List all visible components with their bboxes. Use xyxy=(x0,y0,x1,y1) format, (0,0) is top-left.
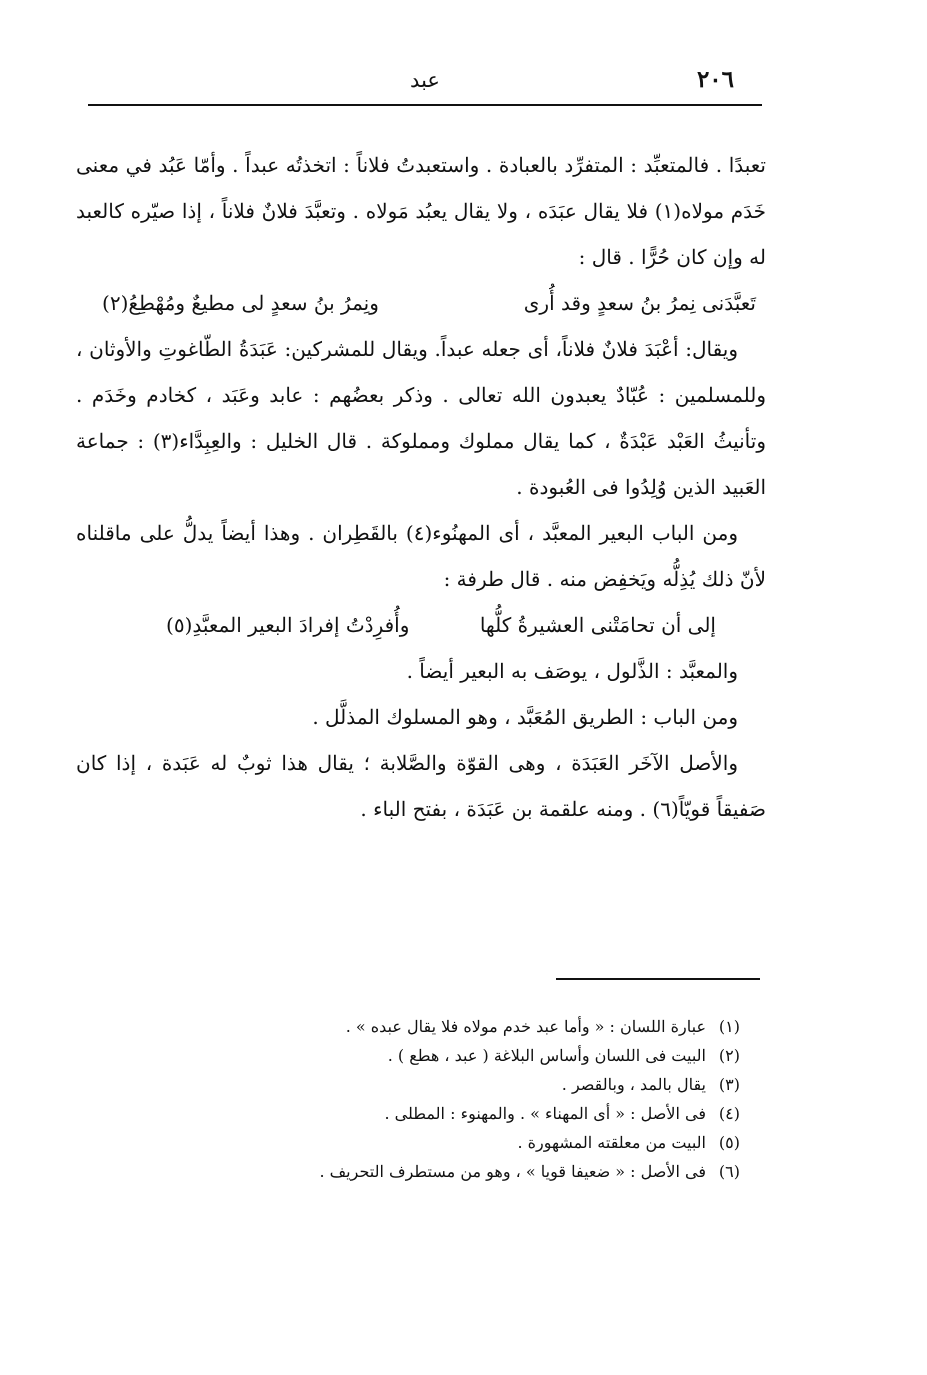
verse-2-second-hemistich: وأُفرِدْتُ إفرادَ البعير المعبَّدِ(٥) xyxy=(166,613,410,637)
footnote xyxy=(180,1157,740,1186)
footnote-text: البيت من معلقته المشهورة . xyxy=(517,1133,706,1152)
footnote-text: فى الأصل : « ضعيفا قويا » ، وهو من مستطرف التحريف . xyxy=(319,1162,706,1181)
footnote-text: البيت فى اللسان وأساس البلاغة ( عبد ، هطع ) . xyxy=(387,1046,706,1065)
footnote xyxy=(180,1099,740,1128)
footnote xyxy=(180,1070,740,1099)
footnote-number: (٢) xyxy=(718,1046,740,1065)
verse-1 xyxy=(76,280,766,326)
paragraph-4: والمعبَّد : الذَّلول ، يوصَف به البعير أيضاً . xyxy=(406,659,738,683)
paragraph-3: ومن الباب البعير المعبَّد ، أى المهنُوء(٤) بالقَطِران . وهذا أيضاً يدلُّ على ماقلناه لأنّ ذلك يُذِلُّه ويَخفِض منه . قال طرفة : xyxy=(76,521,766,591)
footnote xyxy=(180,1128,740,1157)
footnote-number: (٣) xyxy=(718,1075,740,1094)
footnote-number: (١) xyxy=(718,1017,740,1036)
footnote xyxy=(180,1012,740,1041)
footnote-number: (٦) xyxy=(718,1162,740,1181)
paragraph-1: تعبدًا . فالمتعبِّد : المتفرِّد بالعبادة . واستعبدتُ فلاناً : اتخذتُه عبداً . وأمّا عَبُد في معنى خَدَم مولاه(١) فلا يقال عبَدَه ، ولا يقال يعبُد مَولاه . وتعبَّدَ فلانٌ فلاناً ، إذا صيّره كالعبد له وإن كان حُرًّا . قال : xyxy=(76,153,766,269)
footnote-number: (٤) xyxy=(718,1104,740,1123)
page-number: ٢٠٦ xyxy=(696,66,734,93)
main-text xyxy=(76,142,766,832)
running-head: عبد xyxy=(410,68,440,92)
footnote-text: فى الأصل : « أى المهناء » . والمهنوء : المطلى . xyxy=(384,1104,706,1123)
footnote-text: يقال بالمد ، وبالقصر . xyxy=(561,1075,706,1094)
footnote-rule xyxy=(556,978,760,980)
footnote xyxy=(180,1041,740,1070)
footnote-text: عبارة اللسان : « وأما عبد خدم مولاه فلا يقال عبده » . xyxy=(345,1017,706,1036)
paragraph-2: ويقال: أعْبَدَ فلانٌ فلاناً، أى جعله عبداً. ويقال للمشركين: عَبَدَةُ الطّاغوتِ والأوثان ، وللمسلمين : عُبّادٌ يعبدون الله تعالى . وذكر بعضُهم : عابد وعَبَد ، كخادم وخَدَم . وتأنيثُ العَبْد عَبْدَةٌ ، كما يقال مملوك ومملوكة . قال الخليل : والعِبِدَّاء(٣) : جماعة العَبيد الذين وُلِدُوا فى العُبودة . xyxy=(76,337,767,499)
paragraph-6: والأصل الآخَر العَبَدَة ، وهى القوّة والصَّلابة ؛ يقال هذا ثوبٌ له عَبَدة ، إذا كان صَفيقاً قويّاً(٦) . ومنه علقمة بن عَبَدَة ، بفتح الباء . xyxy=(76,751,766,821)
header-rule xyxy=(88,104,762,106)
footnote-number: (٥) xyxy=(718,1133,740,1152)
verse-1-second-hemistich: ونِمرُ بنُ سعدٍ لى مطيعٌ ومُهْطِعُ(٢) xyxy=(102,291,379,315)
verse-2-first-hemistich: إلى أن تحامَتْنى العشيرةُ كلُّها xyxy=(479,613,716,637)
paragraph-5: ومن الباب : الطريق المُعَبَّد ، وهو المسلوك المذلَّل . xyxy=(312,705,738,729)
footnotes xyxy=(180,1012,740,1186)
verse-2 xyxy=(76,602,766,648)
page-header xyxy=(88,58,762,98)
verse-1-first-hemistich: تَعبَّدَنى نِمرُ بنُ سعدٍ وقد أُرى xyxy=(523,291,756,315)
